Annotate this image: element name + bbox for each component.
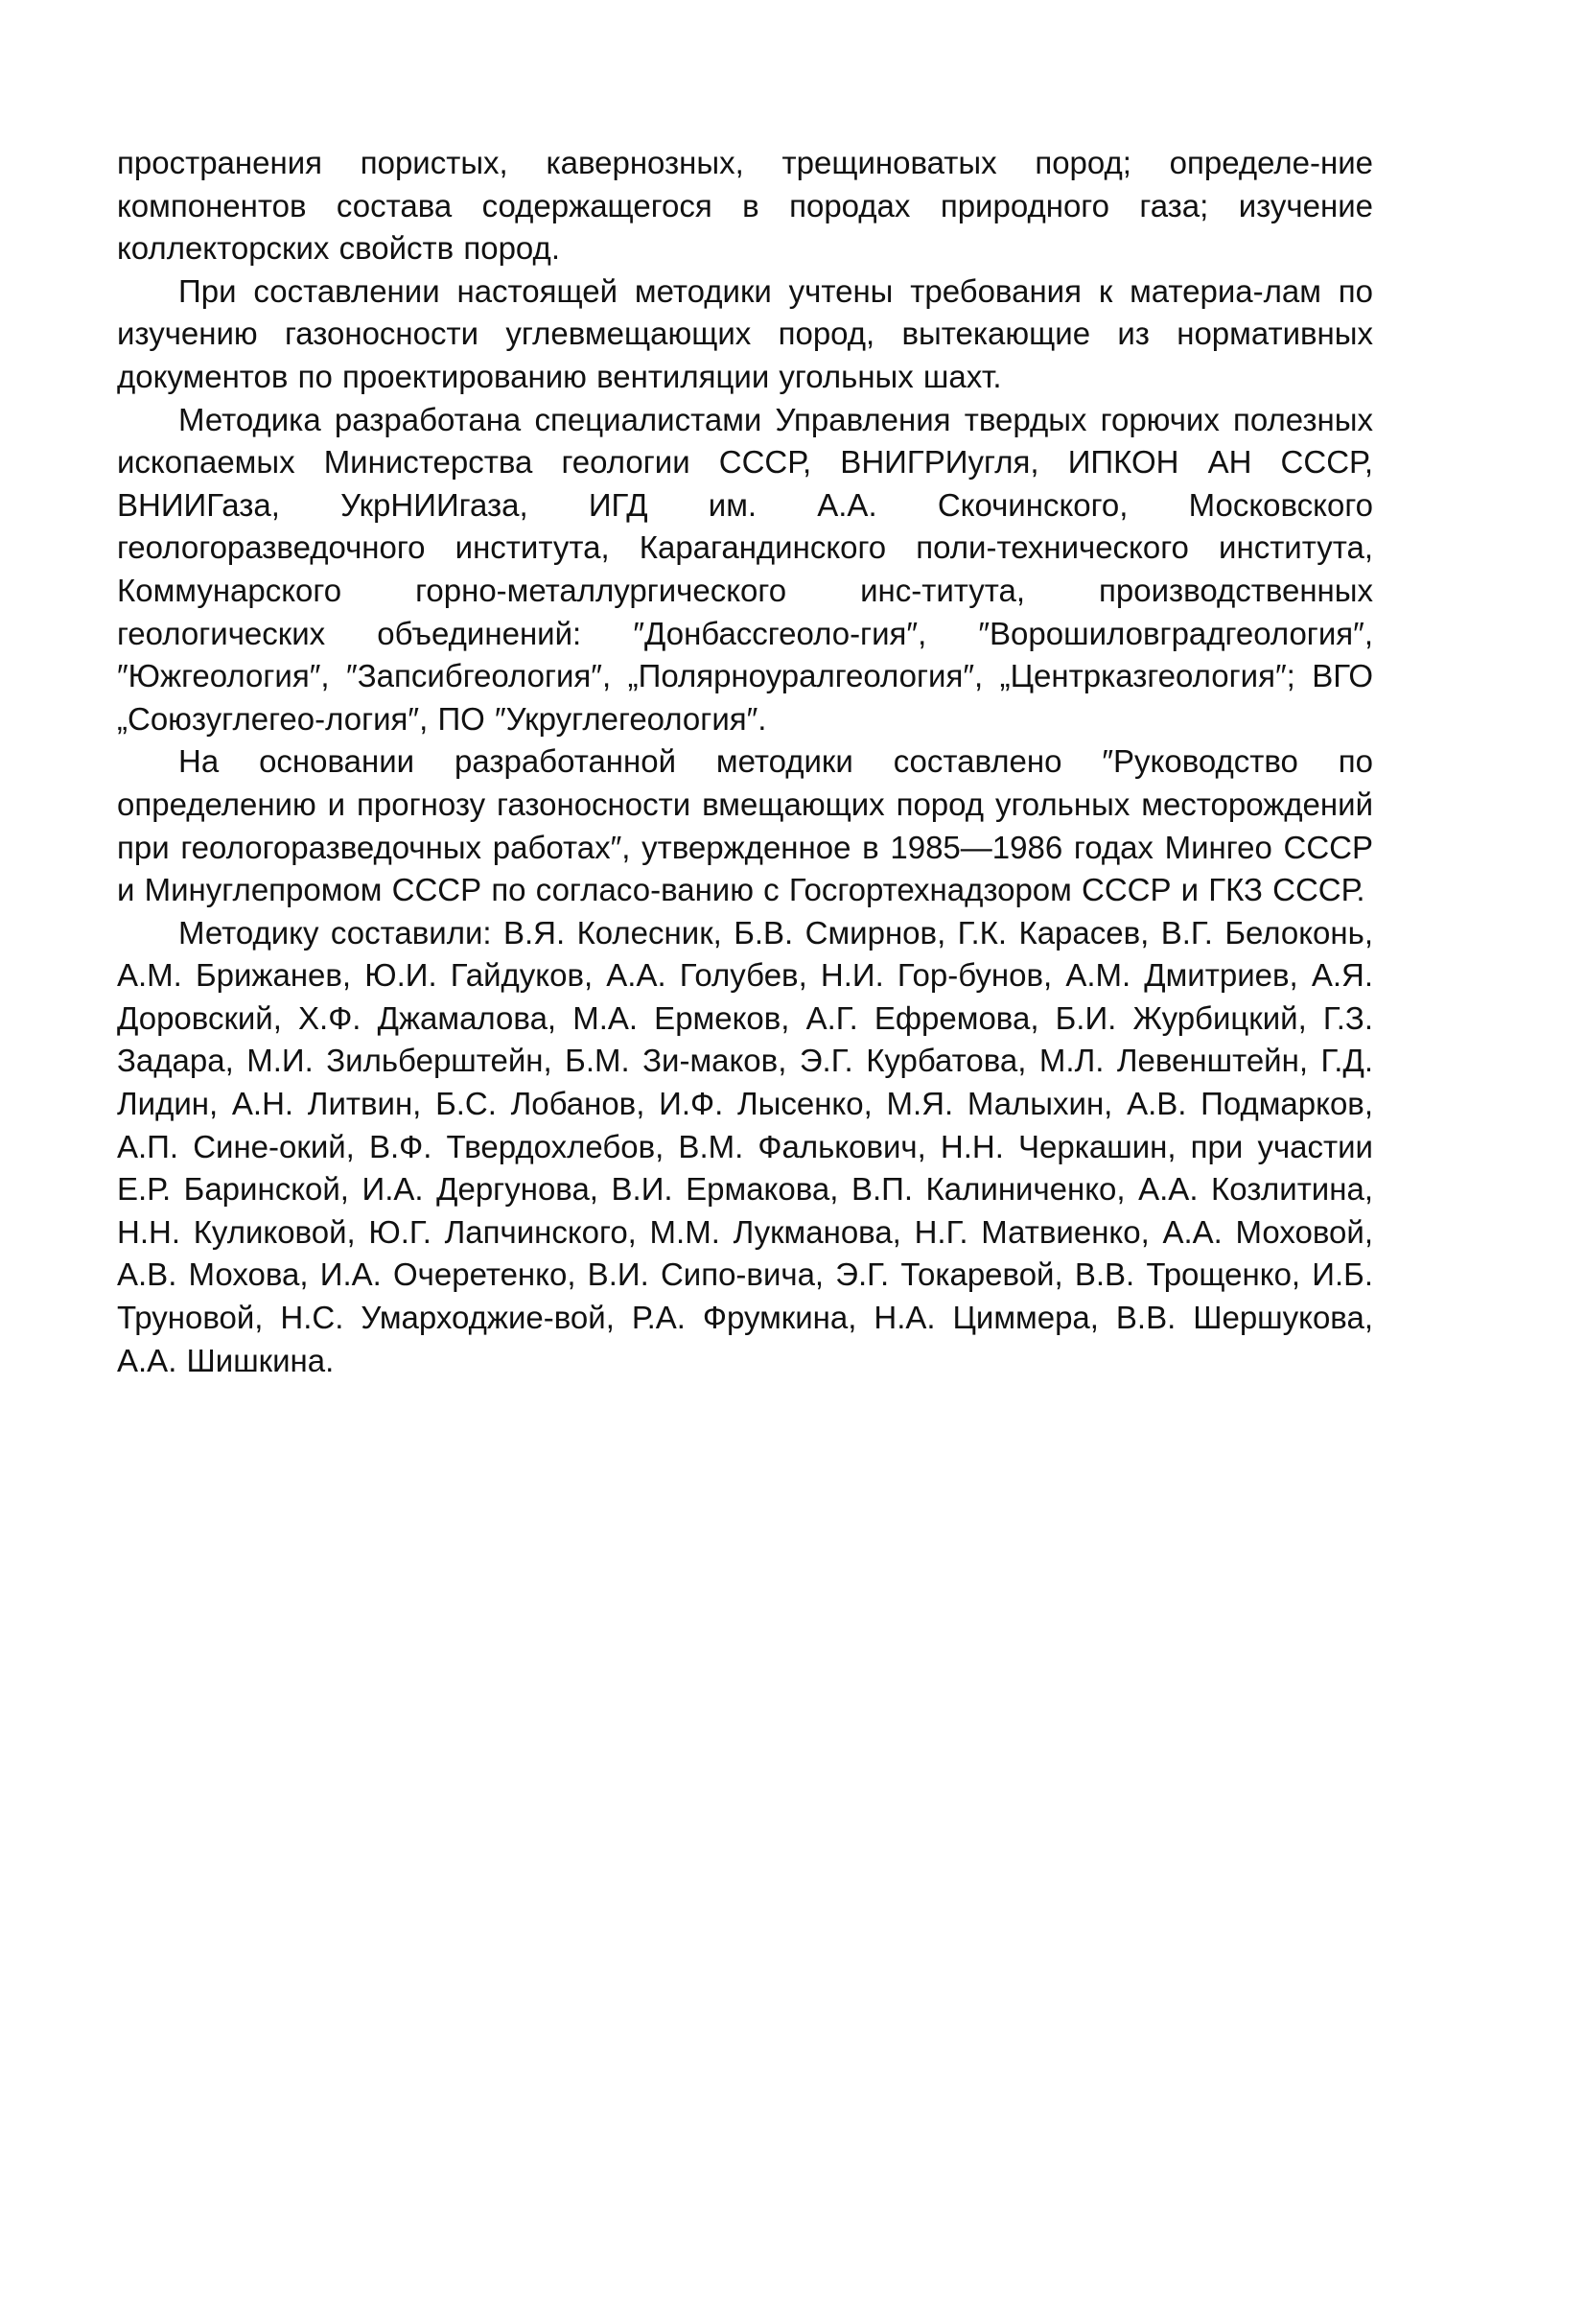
paragraph-guide: На основании разработанной методики составлено ″Руководство по определению и прогнозу газоносности вмещающих пород угольных месторождений при геологоразведочных работах″, утвержденное в 1985—1986 годах Мингео СССР и Минуглепромом СССР по согласо-ванию с Госгортехнадзором СССР и ГКЗ СССР. bbox=[117, 743, 1373, 908]
paragraph-developers: Методика разработана специалистами Управления твердых горючих полезных ископаемых Министерства геологии СССР, ВНИГРИугля, ИПКОН АН СССР, ВНИИГаза, УкрНИИгаза, ИГД им. А.А. Скочинского, Московского геологоразведочного института, Карагандинского поли-технического института, Коммунарского горно-металлургического инс-титута, производственных геологических объединений: ″Донбассгеоло-гия″, ″Ворошиловградгеология″, ″Южгеология″, ″Запсибгеология″, „Полярноуралгеология″, „Центрказгеология″; ВГО „Союзуглегео-логия″, ПО ″Укруглегеология″. bbox=[117, 401, 1373, 737]
paragraph-authors: Методику составили: В.Я. Колесник, Б.В. Смирнов, Г.К. Карасев, В.Г. Белоконь, А.М. Брижанев, Ю.И. Гайдуков, А.А. Голубев, Н.И. Гор-бунов, А.М. Дмитриев, А.Я. Доровский, Х.Ф. Джамалова, М.А. Ермеков, А.Г. Ефремова, Б.И. Журбицкий, Г.З. Задара, М.И. Зильберштейн, Б.М. Зи-маков, Э.Г. Курбатова, М.Л. Левенштейн, Г.Д. Лидин, А.Н. Литвин, Б.С. Лобанов, И.Ф. Лысенко, М.Я. Малыхин, А.В. Подмарков, А.П. Сине-окий, В.Ф. Твердохлебов, В.М. Фалькович, Н.Н. Черкашин, при участии Е.Р. Баринской, И.А. Дергунова, В.И. Ермакова, В.П. Калиниченко, А.А. Козлитина, Н.Н. Куликовой, Ю.Г. Лапчинского, М.М. Лукманова, Н.Г. Матвиенко, А.А. Моховой, А.В. Мохова, И.А. Очеретенко, В.И. Сипо-вича, Э.Г. Токаревой, В.В. Трощенко, И.Б. Труновой, Н.С. Умарходжие-вой, Р.А. Фрумкина, Н.А. Циммера, В.В. Шершукова, А.А. Шишкина. bbox=[117, 914, 1373, 1378]
document-page bbox=[117, 142, 1373, 1382]
paragraph-requirements: При составлении настоящей методики учтены требования к материа-лам по изучению газоносности углевмещающих пород, вытекающие из нормативных документов по проектированию вентиляции угольных шахт. bbox=[117, 272, 1373, 394]
paragraph-continuation: пространения пористых, кавернозных, трещиноватых пород; определе-ние компонентов состава содержащегося в породах природного газа; изучение коллекторских свойств пород. bbox=[117, 145, 1373, 267]
